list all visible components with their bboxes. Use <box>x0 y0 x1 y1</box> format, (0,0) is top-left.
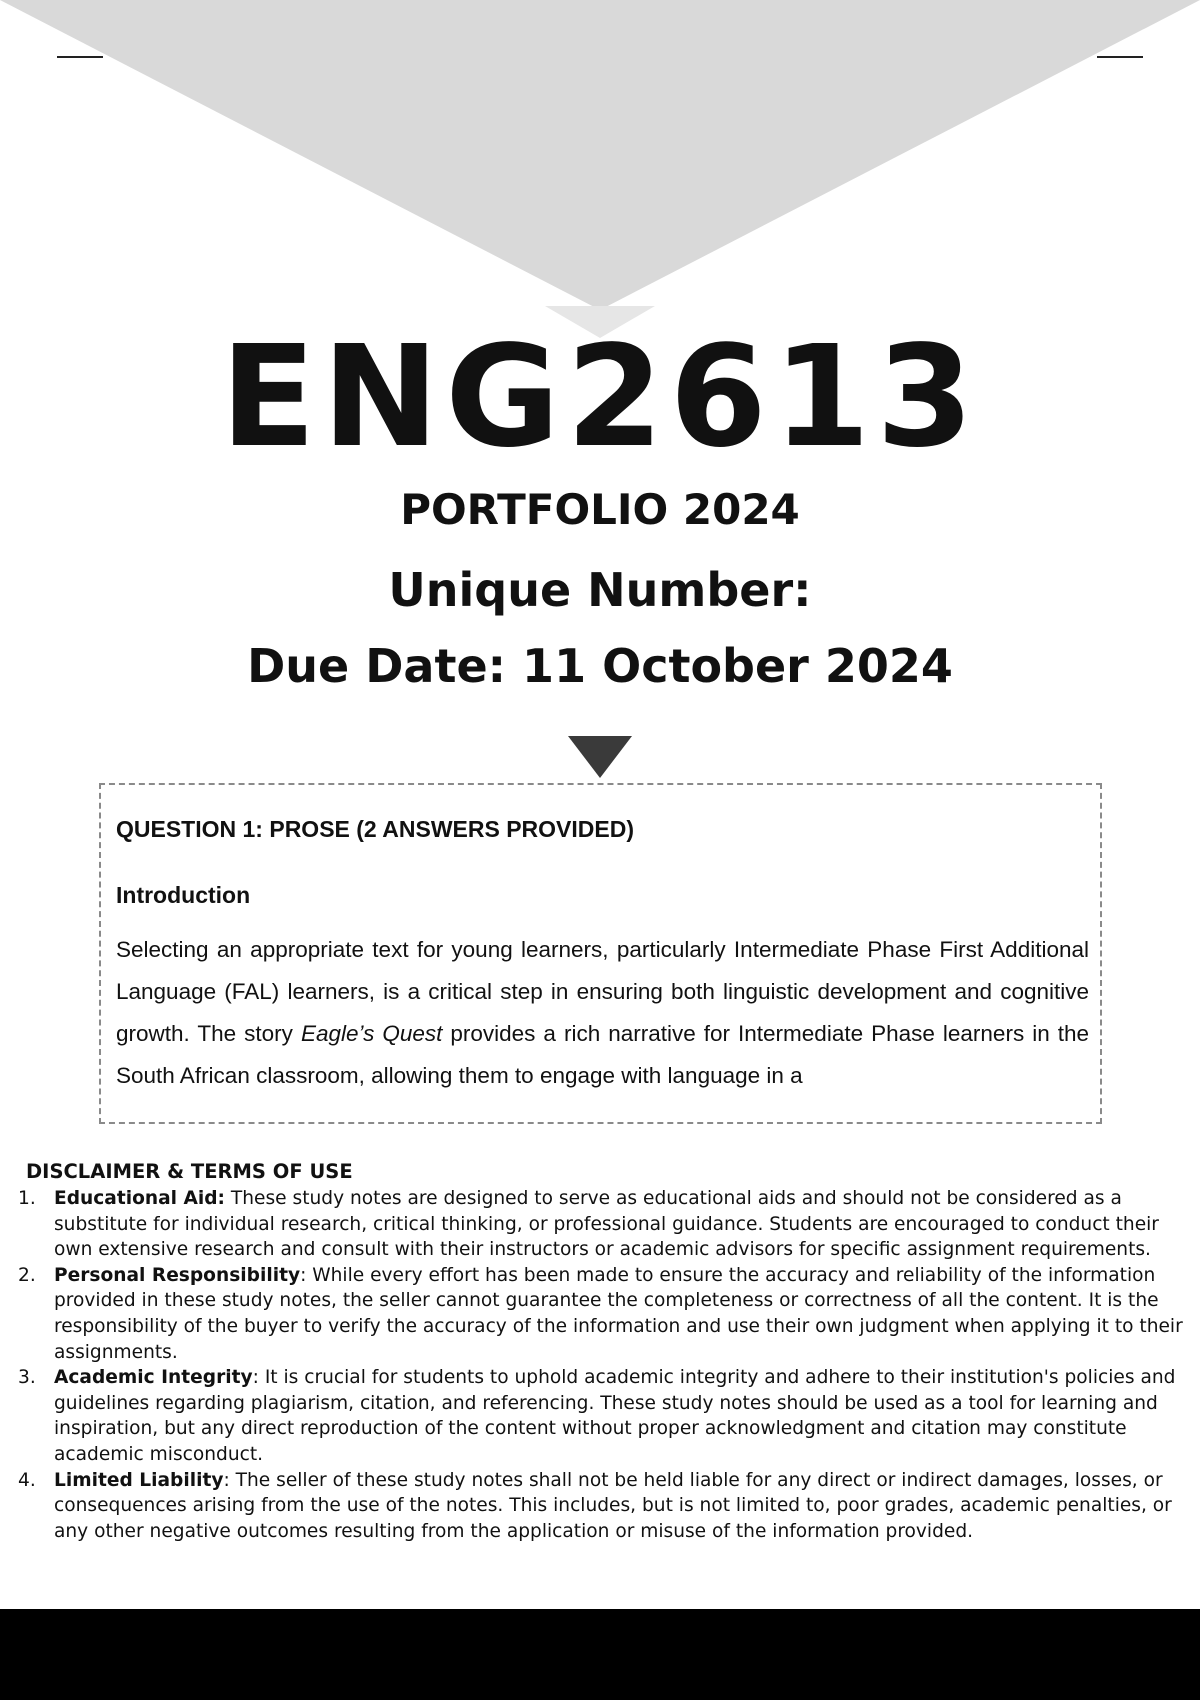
disclaimer-list <box>0 1186 1190 1544</box>
unique-number-label: Unique Number: <box>388 563 812 617</box>
intro-text-before: Selecting an appropriate text for young learners, particularly Intermediate Phase First Additional Language (FAL) learners, is a critical step in ensuring both linguistic development and cognitive growth. The story <box>116 937 1089 1046</box>
disclaimer-title: DISCLAIMER & TERMS OF USE <box>26 1160 353 1183</box>
item-term: Educational Aid: <box>54 1188 225 1209</box>
introduction-paragraph <box>116 929 1089 1097</box>
down-arrow-icon <box>568 736 632 778</box>
item-text: : It is crucial for students to uphold academic integrity and adhere to their institution's policies and guidelines regarding plagiarism, citation, and referencing. These study notes should be used as a tool for learning and inspiration, but any direct reproduction of the content without proper acknowledgment and citation may constitute academic misconduct. <box>54 1367 1176 1465</box>
item-term: Academic Integrity <box>54 1367 253 1389</box>
item-text: : While every effort has been made to ensure the accuracy and reliability of the information provided in these study notes, the seller cannot guarantee the completeness or correctness of all the content. It is the responsibility of the buyer to verify the accuracy of the information and use their own judgment when applying it to their assignments. <box>54 1264 1183 1363</box>
intro-text-after: provides a rich narrative for Intermediate Phase learners in the South African classroom, allowing them to engage with language in a <box>116 1021 1089 1088</box>
item-number: 1. <box>18 1188 36 1209</box>
item-text: : The seller of these study notes shall not be held liable for any direct or indirect damages, losses, or consequences arising from the use of the notes. This includes, but is not limited to, poor grades, academic penalties, or any other negative outcomes resulting from the application or misuse of the information provided. <box>54 1469 1172 1542</box>
story-title: Eagle’s Quest <box>300 1021 443 1046</box>
corner-line-right <box>1097 56 1143 58</box>
item-text: These study notes are designed to serve as educational aids and should not be considered as a substitute for individual research, critical thinking, or professional guidance. Students are encouraged to conduct their own extensive research and consult with their instructors or academic advisors for specific assignment requirements. <box>54 1188 1159 1261</box>
bottom-black-bar <box>0 1609 1200 1700</box>
item-number: 3. <box>18 1367 36 1389</box>
due-date-label: Due Date: 11 October 2024 <box>247 639 953 693</box>
item-term: Personal Responsibility <box>54 1264 301 1286</box>
course-code-title: ENG2613 <box>220 316 980 479</box>
disclaimer-item <box>0 1263 1190 1365</box>
top-chevron-decoration <box>0 0 1200 340</box>
introduction-heading: Introduction <box>116 882 251 908</box>
disclaimer-item <box>0 1186 1190 1263</box>
item-number: 4. <box>18 1469 36 1491</box>
question-heading: QUESTION 1: PROSE (2 ANSWERS PROVIDED) <box>116 816 634 842</box>
corner-line-left <box>57 56 103 58</box>
item-number: 2. <box>18 1264 36 1286</box>
disclaimer-item <box>0 1468 1190 1545</box>
portfolio-subtitle: PORTFOLIO 2024 <box>400 485 800 534</box>
disclaimer-item <box>0 1365 1190 1467</box>
item-term: Limited Liability <box>54 1469 224 1491</box>
document-preview-box <box>99 783 1102 1124</box>
